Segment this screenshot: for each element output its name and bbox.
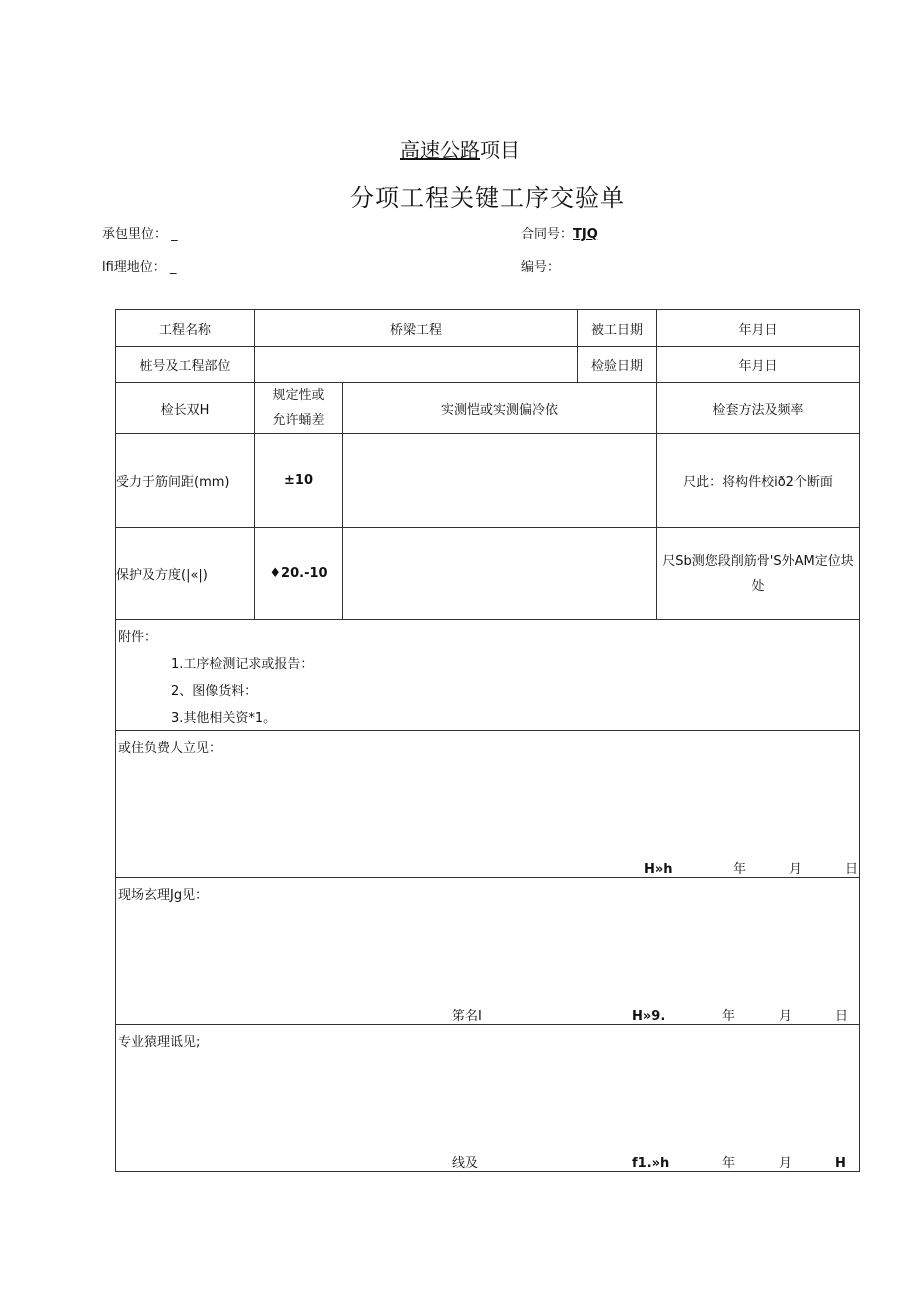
opinion-cell[interactable]	[116, 878, 860, 1025]
contract-no-label: 合同号：	[521, 227, 574, 242]
row-method-line1: 尺此：将构件校ið2个断面	[683, 475, 833, 490]
opinion-label: 或住负费人立见：	[118, 741, 223, 756]
opinion-day: H	[835, 1156, 846, 1171]
row-spec: ♦20.-10	[255, 528, 343, 620]
col-spec-line1: 规定性或	[272, 388, 325, 403]
opinion-sign-label: 笫名I	[452, 1009, 482, 1024]
station-row	[116, 347, 860, 383]
supervisor-label: lfi理地位：	[102, 260, 166, 275]
inspection-form-table	[115, 309, 860, 1172]
opinion-month: 月	[779, 1156, 793, 1171]
opinion-date-prefix: f1.»h	[632, 1156, 670, 1171]
opinion-date-prefix: H»h	[644, 862, 673, 877]
row-method	[657, 528, 860, 620]
attachments-label: 附件：	[118, 630, 158, 645]
opinion-date-prefix: H»9.	[632, 1009, 666, 1024]
supervisor-field	[102, 256, 176, 275]
opinion-cell[interactable]	[116, 731, 860, 878]
row-measured[interactable]	[343, 528, 657, 620]
table-row	[116, 528, 860, 620]
opinion-year: 年	[733, 862, 747, 877]
row-method-line1: 尺Sb测您段削筋骨'S外AM定位块	[662, 553, 854, 569]
start-date-label: 被工日期	[578, 310, 657, 347]
inspect-date-value[interactable]: 年月日	[657, 347, 860, 383]
contract-no-field	[521, 223, 598, 242]
attachments-cell	[116, 620, 860, 731]
project-name-row	[116, 310, 860, 347]
serial-label: 编号：	[521, 260, 561, 275]
table-row	[116, 434, 860, 528]
opinion-day: 日	[835, 1009, 849, 1024]
contractor-field	[102, 223, 178, 242]
project-title-rest: 项目	[480, 138, 520, 162]
row-method	[657, 434, 860, 528]
column-header-row	[116, 383, 860, 434]
opinion-month: 月	[779, 1009, 793, 1024]
opinion-row-site-supervisor	[116, 878, 860, 1025]
start-date-value[interactable]: 年月日	[657, 310, 860, 347]
attachment-item: 2、图像货料：	[171, 684, 258, 699]
inspect-date-label: 检验日期	[578, 347, 657, 383]
opinion-row-contractor	[116, 731, 860, 878]
opinion-day: 日	[845, 862, 859, 877]
serial-field	[521, 256, 560, 275]
contractor-label: 承包里位：	[102, 227, 168, 242]
station-value[interactable]	[255, 347, 578, 383]
project-name-value[interactable]: 桥梁工程	[255, 310, 578, 347]
project-title	[0, 134, 920, 163]
row-item: 保护及方度(|«|)	[116, 528, 255, 620]
row-spec: ±10	[255, 434, 343, 528]
contractor-value: _	[171, 227, 178, 242]
supervisor-value: _	[169, 260, 177, 275]
row-method-line2: 处	[751, 578, 765, 594]
attachments-row	[116, 620, 860, 731]
attachment-item: 3.其他相关资*1。	[171, 711, 277, 726]
opinion-year: 年	[722, 1156, 736, 1171]
opinion-sign-label: 线及	[452, 1156, 479, 1171]
row-measured[interactable]	[343, 434, 657, 528]
col-spec-line2: 允许蛹差	[272, 413, 325, 428]
col-spec-header	[255, 383, 343, 434]
opinion-year: 年	[722, 1009, 736, 1024]
form-title: 分项工程关键工序交验单	[350, 184, 625, 212]
col-measured-header: 实测恺或实测偏冷依	[343, 383, 657, 434]
opinion-month: 月	[789, 862, 803, 877]
opinion-cell[interactable]	[116, 1025, 860, 1172]
col-item-header: 检长双H	[116, 383, 255, 434]
project-title-underlined: 高速公路	[400, 138, 480, 162]
contract-no-value: TJQ	[573, 227, 598, 242]
station-label: 桩号及工程部位	[116, 347, 255, 383]
opinion-row-specialist-supervisor	[116, 1025, 860, 1172]
opinion-label: 专业猿理诋见;	[118, 1035, 201, 1050]
col-method-header: 检套方法及频率	[657, 383, 860, 434]
opinion-label: 现场玄理Jg见：	[118, 888, 209, 903]
project-name-label: 工程名称	[116, 310, 255, 347]
attachment-item: 1.工序检测记求或报告：	[171, 657, 314, 672]
row-item: 受力于筋间距(mm)	[116, 434, 255, 528]
